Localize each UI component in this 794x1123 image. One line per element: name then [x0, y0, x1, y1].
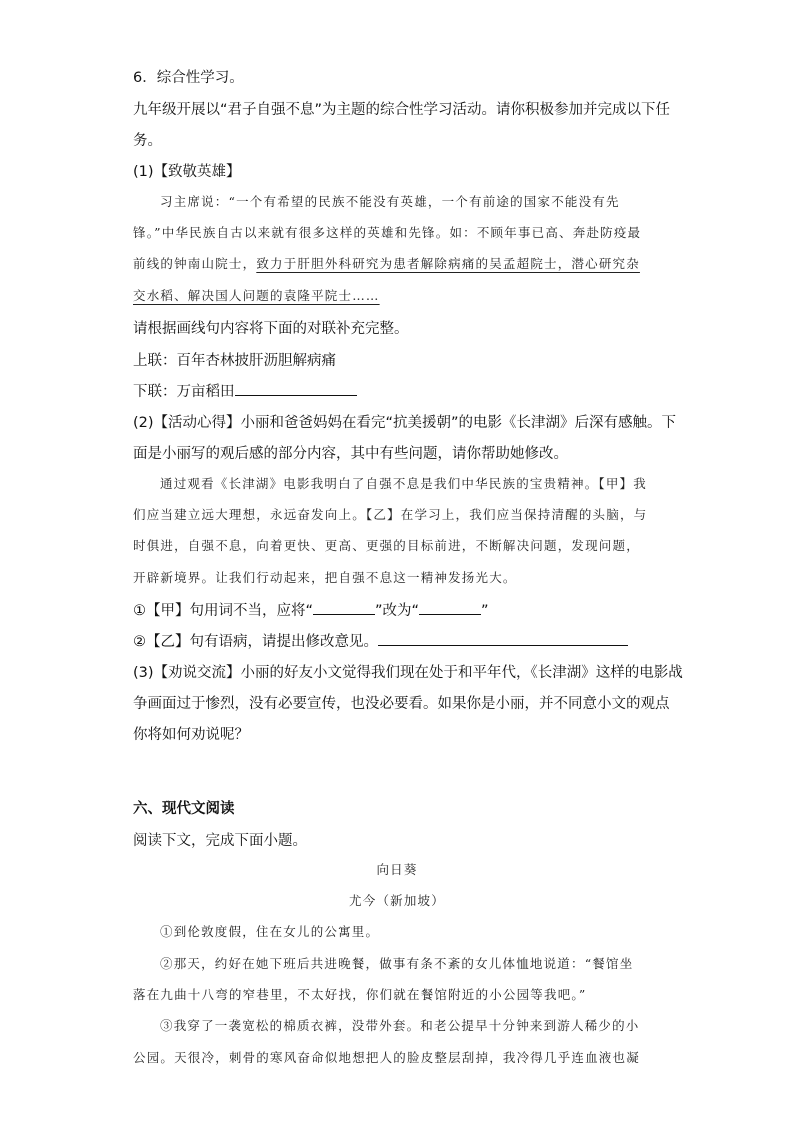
- article-para-3-line-1: ③我穿了一袭宽松的棉质衣裤，没带外套。和老公提早十分钟来到游人稀少的小: [160, 1018, 640, 1033]
- essay-line-2: 们应当建立远大理想，永远奋发向上。【乙】在学习上，我们应当保持清醒的头脑，与: [133, 507, 648, 522]
- article-para-2-line-1: ②那天，约好在她下班后共进晚餐，做事有条不紊的女儿体恤地说道：“餐馆坐: [160, 956, 634, 971]
- article-title: 向日葵: [376, 862, 418, 877]
- couplet-upper: 上联：百年杏林披肝沥胆解病痛: [133, 353, 336, 369]
- essay-line-1: 通过观看《长津湖》电影我明白了自强不息是我们中华民族的宝贵精神。【甲】我: [160, 476, 647, 491]
- couplet-instruction: 请根据画线句内容将下面的对联补充完整。: [133, 321, 409, 337]
- question-jia-text-c: ”: [481, 603, 489, 619]
- part-3-line-2: 争画面过于惨烈，没有必要宣传，也没必要看。如果你是小丽，并不同意小文的观点: [133, 696, 670, 712]
- question-jia-text-b: ”改为“: [375, 603, 420, 619]
- jia-original-word-blank[interactable]: [313, 600, 375, 615]
- article-para-3-line-2: 公园。天很冷，刺骨的寒风奋命似地想把人的脸皮整层刮掉，我冷得几乎连血液也凝: [133, 1050, 640, 1065]
- question-6-intro-line-1: 九年级开展以“君子自强不息”为主题的综合性学习活动。请你积极参加并完成以下任: [133, 102, 671, 118]
- section-6-heading: 六、现代文阅读: [133, 801, 235, 817]
- essay-line-4: 开辟新境界。让我们行动起来，把自强不息这一精神发扬光大。: [133, 570, 517, 585]
- quote-line-2: 锋。”中华民族自古以来就有很多这样的英雄和先锋。如：不顾年事已高、奔赴防疫最: [133, 225, 642, 240]
- couplet-lower-row: [133, 380, 357, 401]
- question-jia-row: [133, 599, 489, 620]
- essay-line-3: 时俱进，自强不息，向着更快、更高、更强的目标前进，不断解决问题，发现问题，: [133, 538, 640, 553]
- quote-line-1: 习主席说：“一个有希望的民族不能没有英雄，一个有前途的国家不能没有先: [160, 194, 620, 209]
- part-3-line-3: 你将如何劝说呢？: [133, 727, 249, 743]
- article-author: 尤今（新加坡）: [349, 893, 445, 908]
- article-para-2-line-2: 落在九曲十八弯的窄巷里，不太好找，你们就在餐馆附近的小公园等我吧。”: [133, 987, 587, 1002]
- couplet-answer-blank[interactable]: [235, 381, 357, 396]
- question-jia-text-a: ①【甲】句用词不当，应将“: [133, 603, 314, 619]
- quote-line-4-underlined: 交水稻、解决国人问题的袁隆平院士……: [133, 288, 380, 303]
- question-yi-text: ②【乙】句有语病，请提出修改意见。: [133, 634, 378, 650]
- jia-replacement-word-blank[interactable]: [419, 600, 481, 615]
- part-3-line-1: (3)【劝说交流】小丽的好友小文觉得我们现在处于和平年代，《长津湖》这样的电影战: [133, 665, 683, 681]
- couplet-lower: 下联：万亩稻田: [133, 384, 235, 400]
- question-yi-row: [133, 630, 628, 651]
- quote-line-3: [133, 254, 640, 272]
- part-1-title: (1)【致敬英雄】: [133, 164, 241, 180]
- yi-answer-blank[interactable]: [378, 631, 628, 646]
- quote-line-3-underlined: 致力于肝胆外科研究为患者解除病痛的吴孟超院士，潜心研究杂: [256, 256, 640, 271]
- section-6-instruction: 阅读下文，完成下面小题。: [133, 833, 307, 849]
- article-para-1: ①到伦敦度假，住在女儿的公寓里。: [160, 924, 380, 939]
- part-2-line-1: (2)【活动心得】小丽和爸爸妈妈在看完“抗美援朝”的电影《长津湖》后深有感触。下: [133, 415, 677, 431]
- question-6-heading: 6．综合性学习。: [133, 70, 244, 86]
- part-2-line-2: 面是小丽写的观后感的部分内容，其中有些问题，请你帮助她修改。: [133, 446, 568, 462]
- quote-line-3-plain: 前线的钟南山院士，: [133, 256, 257, 271]
- question-6-intro-line-2: 务。: [133, 133, 162, 149]
